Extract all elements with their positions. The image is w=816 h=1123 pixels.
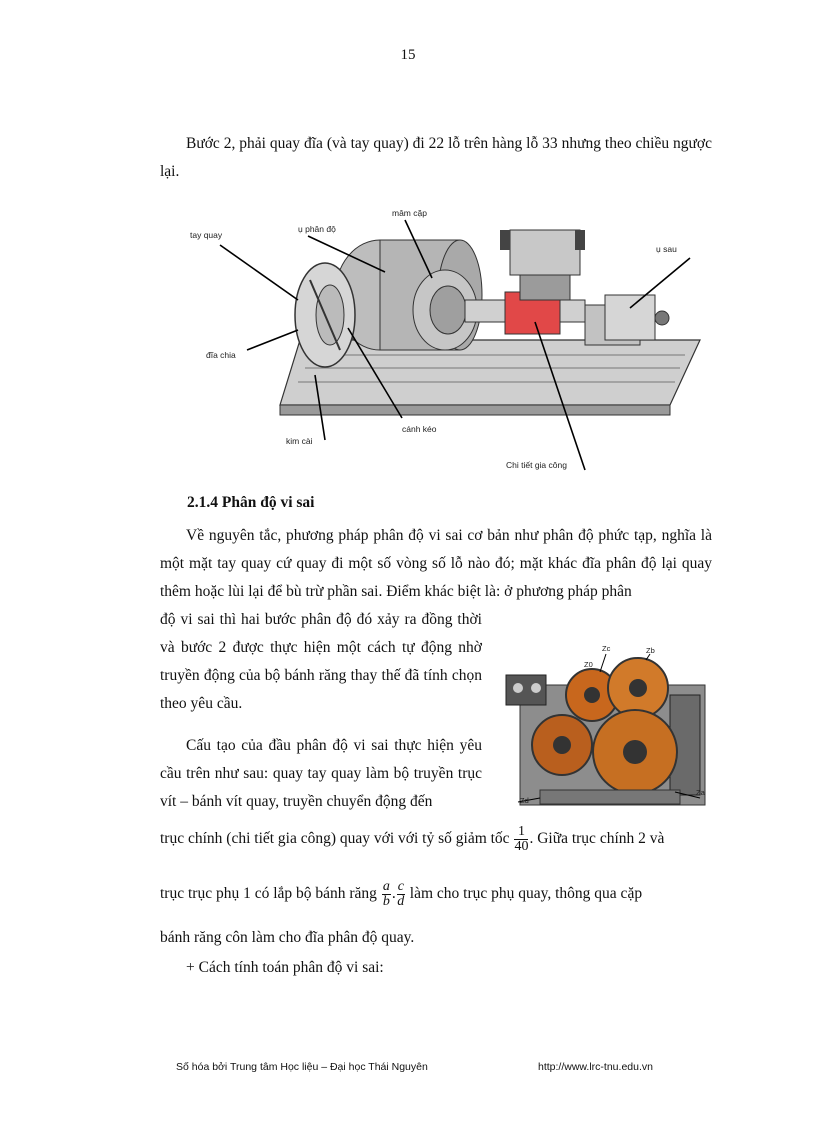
gear-text-a: trục trục phụ 1 có lắp bộ bánh răng bbox=[160, 885, 377, 903]
label-mam-cap: mâm cặp bbox=[392, 208, 427, 218]
page-number: 15 bbox=[400, 47, 416, 63]
gear-d: d bbox=[397, 894, 405, 909]
gear-text-b: làm cho trục phụ quay, thông qua cặp bbox=[409, 885, 643, 903]
label-chi-tiet-gia-cong: Chi tiết gia công bbox=[506, 460, 567, 470]
paragraph-bevel: bánh răng côn làm cho đĩa phân độ quay. bbox=[160, 929, 415, 946]
gear-fraction-ab bbox=[382, 880, 391, 909]
paragraph-narrow-2: Cấu tạo của đầu phân độ vi sai thực hiện yêu cầu trên như sau: quay tay quay làm bộ truyền trục vít – bánh vít quay, truyền chuyển động đến bbox=[160, 737, 482, 810]
label-u-sau: ụ sau bbox=[656, 244, 677, 254]
footer-source: Số hóa bởi Trung tâm Học liệu – Đại học Thái Nguyên bbox=[176, 1061, 428, 1073]
section-heading: 2.1.4 Phân độ vi sai bbox=[187, 494, 315, 511]
label-dia-chia: đĩa chia bbox=[206, 350, 236, 360]
label-tay-quay: tay quay bbox=[190, 230, 223, 240]
label-u-phan-do: ụ phân độ bbox=[298, 224, 336, 234]
paragraph-gear-set: trục trục phụ 1 có lắp bộ bánh răng $\frac{a}{b}$ . $\frac{c}{d}$ làm cho trục phụ quay, thông qua cặp bbox=[160, 879, 643, 909]
gear-fraction-cd bbox=[397, 880, 405, 909]
dividing-head-illustration bbox=[180, 200, 720, 480]
paragraph-calc: + Cách tính toán phân độ vi sai: bbox=[186, 959, 384, 976]
figure-dividing-head bbox=[180, 200, 720, 480]
paragraph-ratio bbox=[160, 825, 712, 865]
ratio-text-a: trục chính (chi tiết gia công) quay với với tỷ số giảm tốc bbox=[160, 830, 510, 848]
label-zc: Zc bbox=[602, 644, 611, 653]
label-z0: Z0 bbox=[584, 660, 593, 669]
paragraph-principle: Về nguyên tắc, phương pháp phân độ vi sai cơ bản như phân độ phức tạp, nghĩa là một mặt tay quay cứ quay đi một số vòng số lỗ nào đó; mặt khác đĩa phân độ lại quay thêm hoặc lùi lại để bù trừ phần sai. Điểm khác biệt là: ở phương pháp phân bbox=[160, 527, 712, 600]
paragraph-step2: Bước 2, phải quay đĩa (và tay quay) đi 22 lỗ trên hàng lỗ 33 nhưng theo chiều ngược lại. bbox=[160, 135, 712, 180]
paragraph-narrow-1: độ vi sai thì hai bước phân độ đó xảy ra đồng thời và bước 2 được thực hiện một cách tự động nhờ truyền động của bộ bánh răng thay thế đã tính chọn theo yêu cầu. bbox=[160, 611, 482, 712]
footer-url[interactable]: http://www.lrc-tnu.edu.vn bbox=[538, 1061, 653, 1073]
gear-a: a bbox=[382, 879, 390, 894]
ratio-numerator: 1 bbox=[514, 825, 528, 840]
gear-b: b bbox=[382, 894, 390, 909]
label-zd: Zd bbox=[520, 796, 529, 805]
label-za: Za bbox=[696, 788, 705, 797]
ratio-text-b: . Giữa trục chính 2 và bbox=[529, 830, 665, 848]
label-kim-cai: kim cài bbox=[286, 436, 313, 446]
label-canh-keo: cánh kéo bbox=[402, 424, 437, 434]
figure-gear-train bbox=[500, 640, 712, 812]
ratio-fraction bbox=[514, 825, 528, 854]
label-zb: Zb bbox=[646, 646, 655, 655]
ratio-denominator: 40 bbox=[514, 839, 529, 854]
gear-train-illustration bbox=[500, 640, 712, 812]
gear-c: c bbox=[397, 879, 404, 894]
